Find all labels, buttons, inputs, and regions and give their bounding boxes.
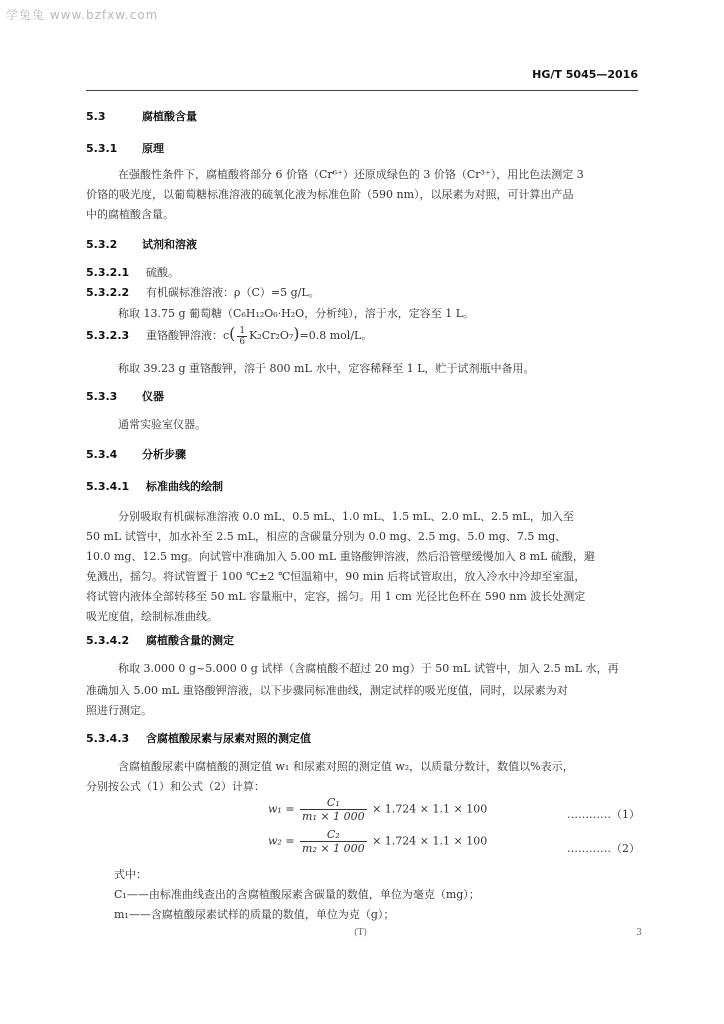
paragraph-line: 称取 3.000 0 g~5.000 0 g 试样（含腐植酸不超过 20 mg）于 50 mL 试管中，加入 2.5 mL 水，再 <box>118 662 619 675</box>
paragraph-line: 分别按公式（1）和公式（2）计算： <box>86 780 265 793</box>
paragraph-line: 10.0 mg、12.5 mg。向试管中准确加入 5.00 mL 重铬酸钾溶液，然后沿管壁缓慢加入 8 mL 硫酸，避 <box>86 550 595 563</box>
page-number: 3 <box>636 928 642 938</box>
list-item: 5.3.2.2 有机碳标准溶液：ρ（C）=5 g/L。 <box>86 286 320 299</box>
header-rule <box>86 90 638 91</box>
paragraph-line: 价铬的吸光度，以葡萄糖标准溶液的硫氧化液为标准色阶（590 nm），以尿素为对照，可计算出产品 <box>86 188 574 201</box>
paragraph-line: 中的腐植酸含量。 <box>86 208 174 221</box>
paragraph-line: 吸光度值，绘制标准曲线。 <box>86 610 218 623</box>
section-5-3-heading: 5.3 腐植酸含量 <box>86 110 197 123</box>
section-5-3-4-2-heading: 5.3.4.2 腐植酸含量的测定 <box>86 634 234 647</box>
paragraph-line: 免溅出，摇匀。将试管置于 100 ℃±2 ℃恒温箱中，90 min 后将试管取出，放入冷水中冷却至室温， <box>86 570 586 583</box>
paragraph-line: 照进行测定。 <box>86 704 152 717</box>
equation-number: …………（1） <box>567 808 640 821</box>
section-5-3-1-heading: 5.3.1 原理 <box>86 142 164 155</box>
paragraph-line: 分别吸取有机碳标准溶液 0.0 mL、0.5 mL、1.0 mL、1.5 mL、2.0 mL、2.5 mL，加入至 <box>118 510 574 523</box>
section-5-3-4-heading: 5.3.4 分析步骤 <box>86 448 186 461</box>
footer-mark: (T) <box>354 928 368 938</box>
standard-number: HG/T 5045—2016 <box>532 68 638 81</box>
paragraph-line: 通常实验室仪器。 <box>118 418 206 431</box>
section-5-3-3-heading: 5.3.3 仪器 <box>86 390 164 403</box>
paragraph-line: 称取 39.23 g 重铬酸钾，溶于 800 mL 水中，定容稀释至 1 L，贮于试剂瓶中备用。 <box>118 362 535 375</box>
paragraph-line: 将试管内液体全部转移至 50 mL 容量瓶中，定容，摇匀。用 1 cm 光径比色杯在 590 nm 波长处测定 <box>86 590 586 603</box>
section-5-3-2-heading: 5.3.2 试剂和溶液 <box>86 238 197 251</box>
equation-2: w₂ = $\frac{\text{C₂}}{\text{m₂ × 1 000}}$ × 1.724 × 1.1 × 100 <box>268 828 488 855</box>
paragraph-line: 准确加入 5.00 mL 重铬酸钾溶液，以下步骤同标准曲线，测定试样的吸光度值，同时，以尿素为对 <box>86 684 568 697</box>
watermark: 学兔兔 www.bzfxw.com <box>6 8 159 22</box>
paragraph-line: 含腐植酸尿素中腐植酸的测定值 w₁ 和尿素对照的测定值 w₂，以质量分数计，数值以%表示， <box>118 760 574 773</box>
equation-number: …………（2） <box>567 842 640 855</box>
definition-line: m₁——含腐植酸尿素试样的质量的数值，单位为克（g）； <box>114 908 395 921</box>
paragraph-line: 50 mL 试管中，加水补至 2.5 mL，相应的含碳量分别为 0.0 mg、2.5 mg、5.0 mg、7.5 mg、 <box>86 530 567 543</box>
section-5-3-4-3-heading: 5.3.4.3 含腐植酸尿素与尿素对照的测定值 <box>86 732 311 745</box>
paragraph-line: 称取 13.75 g 葡萄糖（C₆H₁₂O₆·H₂O，分析纯），溶于水，定容至 1 L。 <box>118 307 474 320</box>
where-label: 式中： <box>114 868 147 881</box>
section-5-3-4-1-heading: 5.3.4.1 标准曲线的绘制 <box>86 480 223 493</box>
definition-line: C₁——由标准曲线查出的含腐植酸尿素含碳量的数值，单位为毫克（mg）； <box>114 888 480 901</box>
paragraph-line: 在强酸性条件下，腐植酸将部分 6 价铬（Cr⁶⁺）还原成绿色的 3 价铬（Cr³⁺），用比色法测定 3 <box>118 168 584 181</box>
equation-1: w₁ = $\frac{\text{C₁}}{\text{m₁ × 1 000}}$ × 1.724 × 1.1 × 100 <box>268 796 488 823</box>
list-item: 5.3.2.1 硫酸。 <box>86 266 179 279</box>
list-item: 5.3.2.3 重铬酸钾溶液：c( $\frac{1}{6}$ K₂Cr₂O₇)=0.8 mol/L。 <box>86 324 373 347</box>
